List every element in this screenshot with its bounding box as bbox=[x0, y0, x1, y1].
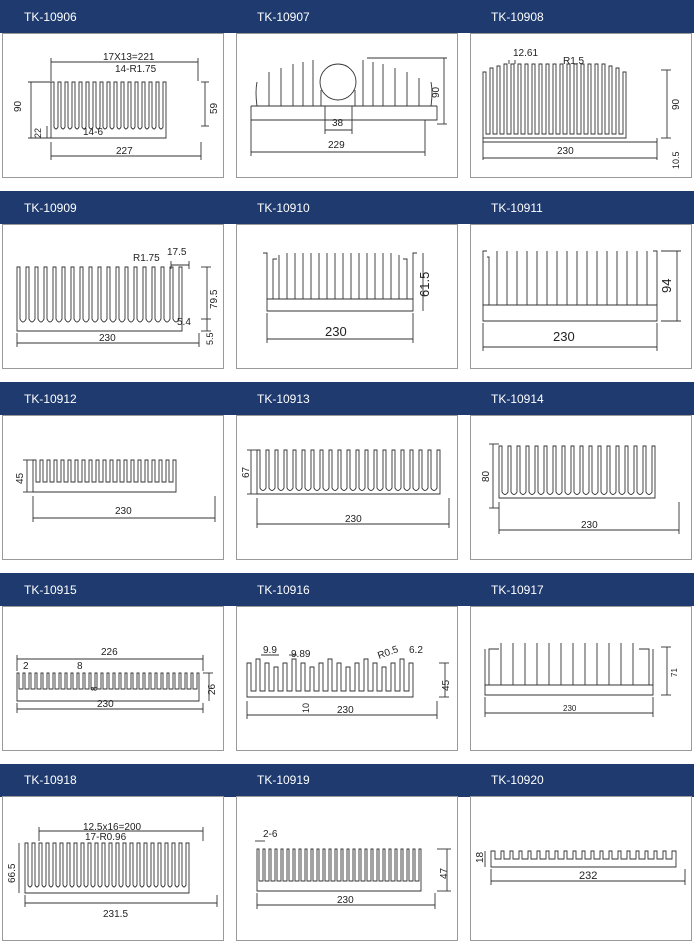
dimension-label: 17-R0.96 bbox=[85, 832, 127, 843]
heatsink-drawing-panel bbox=[236, 224, 458, 369]
heatsink-profile bbox=[17, 655, 213, 713]
dimension-label: 17X13=221 bbox=[103, 52, 155, 63]
dimension-label: 227 bbox=[116, 146, 133, 157]
heatsink-drawing-panel bbox=[236, 415, 458, 560]
dimension-label: 17.5 bbox=[167, 247, 187, 258]
item-code-title: TK-10908 bbox=[491, 10, 544, 24]
heatsink-drawing-panel bbox=[470, 224, 692, 369]
dimension-label: 59 bbox=[209, 102, 220, 114]
heatsink-drawing-panel bbox=[470, 796, 692, 941]
dimension-label: 8 bbox=[77, 661, 83, 672]
item-code-title: TK-10911 bbox=[491, 201, 543, 215]
heatsink-drawing-panel bbox=[470, 415, 692, 560]
heatsink-profile bbox=[251, 58, 447, 156]
dimension-label: 94 bbox=[659, 278, 674, 293]
item-code-title: TK-10917 bbox=[491, 583, 544, 597]
dimension-label: 38 bbox=[332, 118, 344, 129]
dimension-label: 230 bbox=[325, 324, 347, 339]
dimension-label: 22 bbox=[33, 127, 43, 138]
dimension-label: 230 bbox=[97, 699, 114, 710]
dimension-label: 71 bbox=[670, 668, 679, 677]
dimension-label: 9.89 bbox=[291, 649, 311, 660]
heatsink-drawing-panel bbox=[236, 606, 458, 751]
dimension-label: 90 bbox=[671, 98, 682, 110]
dimension-label: 230 bbox=[99, 333, 116, 344]
item-code-title: TK-10907 bbox=[257, 10, 310, 24]
row-1-header-band bbox=[0, 0, 694, 33]
dimension-label: 10.5 bbox=[671, 151, 681, 169]
dimension-label: 5.4 bbox=[177, 317, 191, 328]
dimension-label: 5.5 bbox=[205, 332, 215, 345]
dimension-label: 226 bbox=[101, 647, 118, 658]
dimension-label: 230 bbox=[337, 705, 354, 716]
dimension-label: 230 bbox=[115, 506, 132, 517]
item-code-title: TK-10913 bbox=[257, 392, 310, 406]
dimension-label: 230 bbox=[345, 514, 362, 525]
dimension-label: R1.5 bbox=[563, 56, 585, 67]
item-code-title: TK-10909 bbox=[24, 201, 77, 215]
dimension-label: R0.5 bbox=[376, 644, 400, 662]
heatsink-drawing-panel bbox=[470, 33, 692, 178]
dimension-label: 18 bbox=[475, 851, 486, 863]
dimension-label: R1.75 bbox=[133, 253, 160, 264]
dimension-label: 14-6 bbox=[83, 127, 104, 138]
row-5-header-band bbox=[0, 764, 694, 797]
row-4-header-band bbox=[0, 573, 694, 606]
dimension-label: 90 bbox=[431, 86, 442, 98]
dimension-label: 67 bbox=[241, 466, 252, 478]
dimension-label: 2-6 bbox=[263, 829, 278, 840]
heatsink-drawing-panel bbox=[2, 33, 224, 178]
dimension-label: 90 bbox=[13, 100, 24, 112]
dimension-label: 14-R1.75 bbox=[115, 64, 157, 75]
heatsink-drawing-panel bbox=[236, 33, 458, 178]
dimension-label: 231.5 bbox=[103, 909, 129, 920]
heatsink-profile bbox=[485, 643, 671, 717]
dimension-label: 80 bbox=[481, 470, 492, 482]
heatsink-drawing-panel bbox=[236, 796, 458, 941]
dimension-label: 8 bbox=[90, 686, 99, 691]
dimension-label: 230 bbox=[581, 520, 598, 531]
item-code-title: TK-10916 bbox=[257, 583, 310, 597]
item-code-title: TK-10914 bbox=[491, 392, 544, 406]
item-code-title: TK-10920 bbox=[491, 773, 544, 787]
heatsink-drawing-panel bbox=[2, 415, 224, 560]
dimension-label: 12.61 bbox=[513, 48, 539, 59]
dimension-label: 61.5 bbox=[417, 271, 432, 297]
dimension-label: 79.5 bbox=[209, 289, 220, 309]
dimension-label: 2 bbox=[23, 661, 29, 672]
heatsink-drawing-panel bbox=[2, 606, 224, 751]
heatsink-drawing-panel bbox=[2, 224, 224, 369]
dimension-label: 230 bbox=[337, 895, 354, 906]
dimension-label: 10 bbox=[301, 702, 311, 713]
item-code-title: TK-10910 bbox=[257, 201, 310, 215]
heatsink-drawing-panel bbox=[2, 796, 224, 941]
dimension-label: 229 bbox=[328, 140, 345, 151]
dimension-label: 232 bbox=[579, 870, 598, 882]
dimension-label: 26 bbox=[207, 683, 218, 695]
dimension-label: 47 bbox=[439, 867, 450, 879]
row-3-header-band bbox=[0, 382, 694, 415]
item-code-title: TK-10915 bbox=[24, 583, 77, 597]
dimension-label: 45 bbox=[15, 472, 26, 484]
dimension-label: 230 bbox=[553, 329, 575, 344]
item-code-title: TK-10918 bbox=[24, 773, 77, 787]
heatsink-profile bbox=[483, 60, 671, 160]
dimension-label: 230 bbox=[563, 704, 577, 713]
dimension-label: 230 bbox=[557, 146, 574, 157]
row-2-header-band bbox=[0, 191, 694, 224]
dimension-label: 9.9 bbox=[263, 645, 277, 656]
heatsink-drawing-panel bbox=[470, 606, 692, 751]
dimension-label: 12.5x16=200 bbox=[83, 822, 142, 833]
dimension-label: 6.2 bbox=[409, 645, 423, 656]
item-code-title: TK-10919 bbox=[257, 773, 310, 787]
dimension-label: 45 bbox=[441, 679, 452, 691]
dimension-label: 66.5 bbox=[7, 863, 18, 883]
heatsink-profile bbox=[483, 251, 681, 351]
item-code-title: TK-10906 bbox=[24, 10, 77, 24]
item-code-title: TK-10912 bbox=[24, 392, 77, 406]
